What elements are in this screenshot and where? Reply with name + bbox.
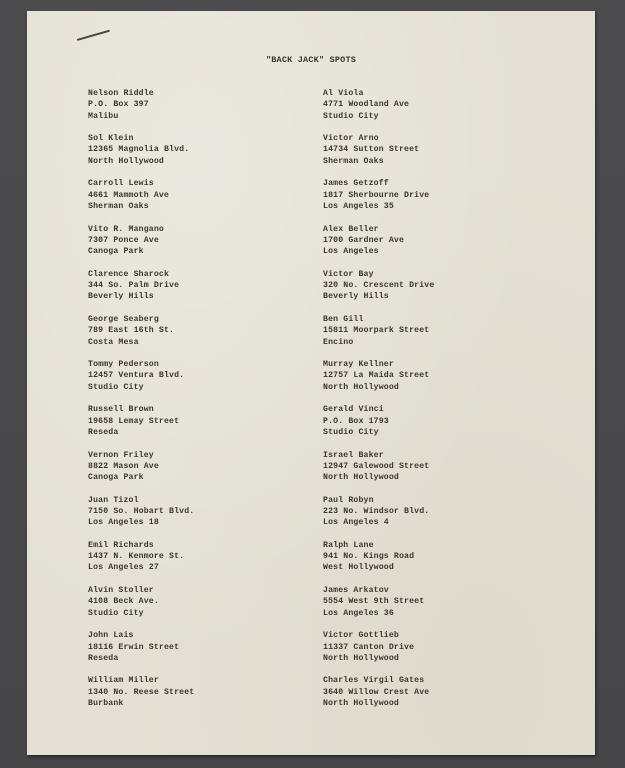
entry-address: 320 No. Crescent Drive bbox=[323, 281, 435, 291]
address-entry bbox=[323, 314, 553, 359]
entry-city: North Hollywood bbox=[323, 382, 399, 392]
address-entry bbox=[323, 359, 553, 404]
entry-address: P.O. Box 1793 bbox=[323, 416, 389, 426]
entry-address: 1700 Gardner Ave bbox=[323, 235, 405, 245]
right-address-column bbox=[323, 88, 553, 721]
entry-address: 789 East 16th St. bbox=[88, 326, 175, 336]
entry-city: Los Angeles bbox=[323, 247, 379, 257]
address-entry bbox=[88, 269, 318, 314]
entry-city: Studio City bbox=[88, 382, 144, 392]
document-title: "BACK JACK" SPOTS bbox=[265, 55, 357, 65]
entry-name: Tommy Pederson bbox=[88, 360, 159, 370]
entry-name: Carroll Lewis bbox=[88, 179, 154, 189]
entry-address: 12947 Galewood Street bbox=[323, 461, 430, 471]
entry-address: 1817 Sherbourne Drive bbox=[323, 190, 430, 200]
entry-city: Canoga Park bbox=[88, 473, 144, 483]
address-entry bbox=[88, 630, 318, 675]
address-entry bbox=[88, 178, 318, 223]
entry-name: Victor Arno bbox=[323, 134, 379, 144]
address-entry bbox=[88, 404, 318, 449]
entry-address: 12457 Ventura Blvd. bbox=[88, 371, 185, 381]
entry-name: Juan Tizol bbox=[88, 495, 139, 505]
entry-city: Costa Mesa bbox=[88, 337, 139, 347]
address-entry bbox=[323, 585, 553, 630]
entry-city: Studio City bbox=[88, 608, 144, 618]
address-entry bbox=[88, 133, 318, 178]
entry-city: North Hollywood bbox=[323, 699, 399, 709]
entry-city: Beverly Hills bbox=[88, 292, 154, 302]
address-entry bbox=[323, 630, 553, 675]
entry-name: George Seaberg bbox=[88, 314, 159, 324]
entry-address: 8822 Mason Ave bbox=[88, 461, 159, 471]
entry-name: Sol Klein bbox=[88, 134, 134, 144]
entry-city: Beverly Hills bbox=[323, 292, 389, 302]
entry-address: 14734 Sutton Street bbox=[323, 145, 420, 155]
entry-address: 12757 La Maida Street bbox=[323, 371, 430, 381]
address-entry bbox=[88, 450, 318, 495]
typewritten-page bbox=[27, 11, 595, 755]
address-entry bbox=[323, 178, 553, 223]
entry-city: Encino bbox=[323, 337, 354, 347]
entry-city: Los Angeles 36 bbox=[323, 608, 394, 618]
entry-name: Nelson Riddle bbox=[88, 89, 154, 98]
address-entry bbox=[323, 540, 553, 585]
address-entry bbox=[88, 314, 318, 359]
entry-name: Al Viola bbox=[323, 89, 364, 98]
entry-city: Sherman Oaks bbox=[88, 201, 149, 211]
address-entry bbox=[323, 133, 553, 178]
entry-address: 15811 Moorpark Street bbox=[323, 326, 430, 336]
entry-name: Murray Kellner bbox=[323, 360, 394, 370]
entry-city: Los Angeles 18 bbox=[88, 518, 159, 528]
entry-name: Alvin Stoller bbox=[88, 586, 154, 596]
address-entry bbox=[323, 269, 553, 314]
entry-city: Malibu bbox=[88, 111, 119, 121]
address-entry bbox=[88, 675, 318, 720]
entry-address: 5554 West 9th Street bbox=[323, 597, 425, 607]
entry-city: Reseda bbox=[88, 427, 119, 437]
entry-name: Victor Gottlieb bbox=[323, 631, 399, 641]
address-entry bbox=[323, 450, 553, 495]
entry-city: Reseda bbox=[88, 653, 119, 663]
entry-city: North Hollywood bbox=[323, 473, 399, 483]
address-entry bbox=[88, 359, 318, 404]
entry-city: North Hollywood bbox=[323, 653, 399, 663]
entry-city: Sherman Oaks bbox=[323, 156, 384, 166]
entry-city: Studio City bbox=[323, 111, 379, 121]
address-entry bbox=[323, 495, 553, 540]
entry-city: Canoga Park bbox=[88, 247, 144, 257]
entry-city: North Hollywood bbox=[88, 156, 164, 166]
entry-name: Alex Beller bbox=[323, 224, 379, 234]
entry-name: James Getzoff bbox=[323, 179, 389, 189]
address-entry bbox=[88, 88, 318, 133]
entry-name: Gerald Vinci bbox=[323, 405, 384, 415]
address-entry bbox=[88, 495, 318, 540]
entry-city: Los Angeles 27 bbox=[88, 563, 159, 573]
entry-address: 1437 N. Kenmore St. bbox=[88, 552, 185, 562]
address-entry bbox=[323, 675, 553, 720]
entry-city: Burbank bbox=[88, 699, 124, 709]
entry-address: 941 No. Kings Road bbox=[323, 552, 415, 562]
entry-address: 11337 Canton Drive bbox=[323, 642, 415, 652]
entry-name: James Arkatov bbox=[323, 586, 389, 596]
entry-city: Los Angeles 4 bbox=[323, 518, 389, 528]
entry-name: John Lais bbox=[88, 631, 134, 641]
address-entry bbox=[88, 224, 318, 269]
entry-address: 4771 Woodland Ave bbox=[323, 100, 410, 110]
entry-name: Russell Brown bbox=[88, 405, 154, 415]
entry-address: 4661 Mammoth Ave bbox=[88, 190, 170, 200]
entry-address: P.O. Box 397 bbox=[88, 100, 149, 110]
entry-address: 223 No. Windsor Blvd. bbox=[323, 506, 430, 516]
address-entry bbox=[323, 88, 553, 133]
entry-address: 18116 Erwin Street bbox=[88, 642, 180, 652]
entry-name: Victor Bay bbox=[323, 269, 374, 279]
address-entry bbox=[88, 585, 318, 630]
entry-name: Ben Gill bbox=[323, 314, 364, 324]
entry-address: 7150 So. Hobart Blvd. bbox=[88, 506, 195, 516]
entry-name: Clarence Sharock bbox=[88, 269, 170, 279]
entry-address: 12365 Magnolia Blvd. bbox=[88, 145, 190, 155]
entry-city: Studio City bbox=[323, 427, 379, 437]
entry-name: Vernon Friley bbox=[88, 450, 154, 460]
entry-address: 4108 Beck Ave. bbox=[88, 597, 159, 607]
entry-address: 344 So. Palm Drive bbox=[88, 281, 180, 291]
entry-name: Ralph Lane bbox=[323, 540, 374, 550]
entry-address: 7307 Ponce Ave bbox=[88, 235, 159, 245]
pen-mark bbox=[77, 30, 110, 41]
entry-name: Israel Baker bbox=[323, 450, 384, 460]
address-entry bbox=[88, 540, 318, 585]
entry-address: 19658 Lemay Street bbox=[88, 416, 180, 426]
address-entry bbox=[323, 404, 553, 449]
entry-name: Emil Richards bbox=[88, 540, 154, 550]
entry-name: William Miller bbox=[88, 676, 159, 686]
entry-name: Paul Robyn bbox=[323, 495, 374, 505]
entry-city: West Hollywood bbox=[323, 563, 394, 573]
entry-city: Los Angeles 35 bbox=[323, 201, 394, 211]
address-entry bbox=[323, 224, 553, 269]
entry-name: Vito R. Mangano bbox=[88, 224, 164, 234]
entry-address: 1340 No. Reese Street bbox=[88, 687, 195, 697]
left-address-column bbox=[88, 88, 318, 721]
entry-address: 3640 Willow Crest Ave bbox=[323, 687, 430, 697]
entry-name: Charles Virgil Gates bbox=[323, 676, 425, 686]
